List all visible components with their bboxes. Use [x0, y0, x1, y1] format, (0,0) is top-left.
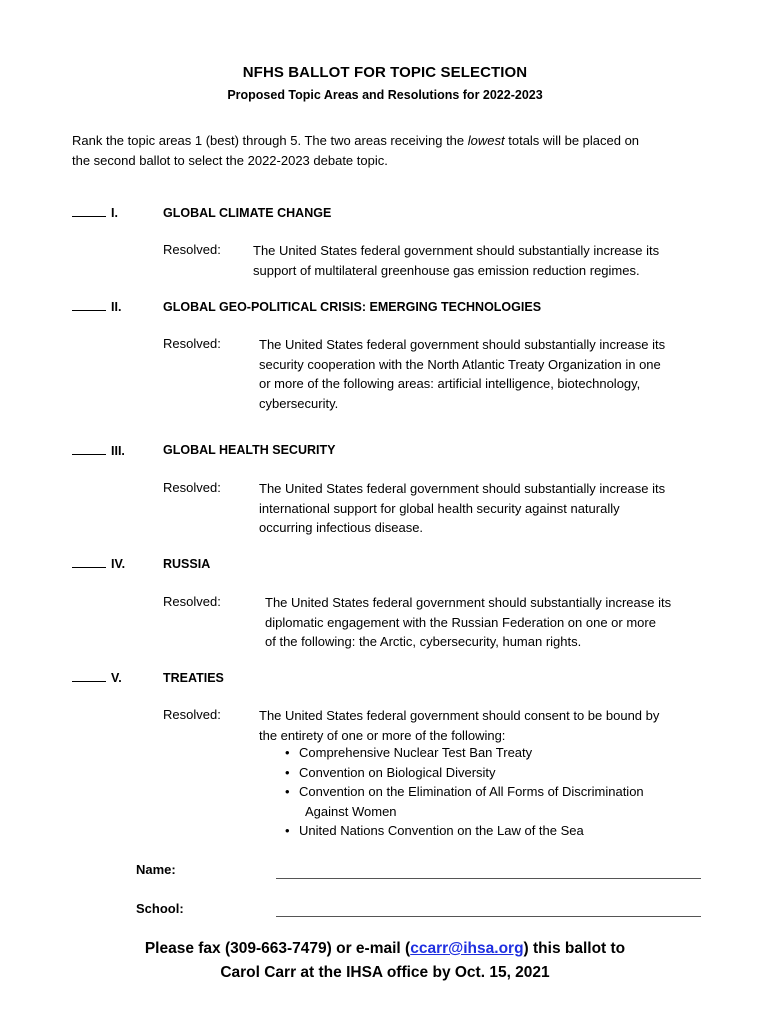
- topic-title-health: GLOBAL HEALTH SECURITY: [163, 443, 336, 457]
- resolution-line: The United States federal government should substantially increase its: [265, 595, 672, 610]
- treaty-name: Convention on the Elimination of All Forms of Discrimination: [299, 784, 644, 799]
- resolution-line: or more of the following areas: artificial intelligence, biotechnology,: [259, 376, 641, 391]
- instructions-line-2: the second ballot to select the 2022-2023 debate topic.: [72, 152, 388, 168]
- topic-numeral: V.: [111, 671, 122, 685]
- resolution-line: security cooperation with the North Atlantic Treaty Organization in one: [259, 356, 661, 372]
- submission-instructions: [0, 937, 770, 985]
- footer-line-2: Carol Carr at the IHSA office by Oct. 15, 2021: [220, 964, 550, 981]
- rank-blank-2[interactable]: [72, 299, 106, 311]
- list-item: [283, 821, 693, 841]
- footer-text-start: Please fax (309-663-7479) or e-mail (: [144, 940, 411, 957]
- resolution-line: The United States federal government should consent to be bound by: [259, 708, 660, 723]
- list-item: [283, 743, 693, 763]
- treaty-list: [283, 743, 693, 841]
- treaty-name-continued: Against Women: [305, 803, 397, 819]
- resolution-line: support of multilateral greenhouse gas emission reduction regimes.: [253, 262, 640, 278]
- resolution-line: cybersecurity.: [259, 395, 339, 411]
- list-item: [283, 782, 693, 821]
- topic-title-russia: RUSSIA: [163, 557, 211, 571]
- resolved-label: Resolved:: [163, 480, 221, 495]
- list-item: [283, 763, 693, 783]
- page-title: NFHS BALLOT FOR TOPIC SELECTION: [242, 64, 528, 81]
- resolved-label: Resolved:: [163, 242, 221, 257]
- resolution-geopolitical: [259, 335, 699, 413]
- topic-title-climate: GLOBAL CLIMATE CHANGE: [163, 206, 332, 220]
- rank-blank-5[interactable]: [72, 670, 106, 682]
- topic-rank-5: [72, 670, 122, 685]
- topic-rank-3: [72, 443, 125, 458]
- rank-blank-1[interactable]: [72, 205, 106, 217]
- resolution-line: The United States federal government should substantially increase its: [259, 481, 666, 496]
- page-subtitle: Proposed Topic Areas and Resolutions for 2022-2023: [227, 88, 543, 102]
- resolution-line: international support for global health security against naturally: [259, 500, 620, 516]
- topic-rank-2: [72, 299, 121, 314]
- resolution-line: occurring infectious disease.: [259, 520, 424, 535]
- treaty-name: Convention on Biological Diversity: [299, 764, 496, 780]
- email-link[interactable]: ccarr@ihsa.org: [410, 940, 524, 957]
- resolution-line: diplomatic engagement with the Russian Federation on one or more: [265, 614, 656, 630]
- topic-title-treaties: TREATIES: [163, 671, 224, 685]
- name-field[interactable]: [276, 878, 701, 879]
- instructions-text-start: Rank the topic areas 1 (best) through 5. The two areas receiving the: [72, 133, 468, 148]
- resolution-treaties: [259, 706, 699, 745]
- treaty-name: United Nations Convention on the Law of the Sea: [299, 823, 584, 838]
- resolution-health: [259, 479, 699, 538]
- resolution-climate: [253, 241, 693, 280]
- topic-numeral: I.: [111, 206, 118, 220]
- resolved-label: Resolved:: [163, 707, 221, 722]
- topic-title-geopolitical: GLOBAL GEO-POLITICAL CRISIS: EMERGING TECHNOLOGIES: [163, 300, 542, 314]
- school-label: School:: [136, 901, 184, 916]
- instructions-emphasis: lowest: [467, 133, 505, 148]
- topic-numeral: IV.: [111, 557, 126, 571]
- rank-blank-3[interactable]: [72, 443, 106, 455]
- topic-numeral: III.: [111, 444, 125, 458]
- topic-rank-1: [72, 205, 118, 220]
- instructions-text-end: totals will be placed on: [504, 133, 640, 148]
- instructions-paragraph: [72, 131, 692, 170]
- resolution-russia: [265, 593, 705, 652]
- rank-blank-4[interactable]: [72, 556, 106, 568]
- resolved-label: Resolved:: [163, 594, 221, 609]
- resolved-label: Resolved:: [163, 336, 221, 351]
- resolution-line: of the following: the Arctic, cybersecurity, human rights.: [265, 634, 582, 649]
- resolution-line: The United States federal government should substantially increase its: [259, 337, 666, 352]
- name-label: Name:: [136, 862, 176, 877]
- topic-rank-4: [72, 556, 125, 571]
- school-field[interactable]: [276, 916, 701, 917]
- footer-text-end: ) this ballot to: [523, 940, 626, 957]
- resolution-line: The United States federal government should substantially increase its: [253, 243, 660, 258]
- topic-numeral: II.: [111, 300, 122, 314]
- resolution-line: the entirety of one or more of the following:: [259, 727, 506, 743]
- treaty-name: Comprehensive Nuclear Test Ban Treaty: [299, 745, 533, 760]
